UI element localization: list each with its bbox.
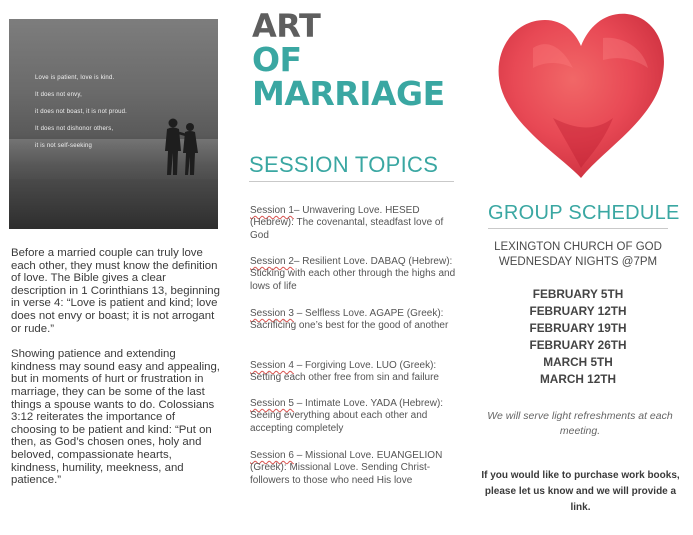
session-label: Session 1 (250, 205, 294, 216)
refreshments-note: We will serve light refreshments at each meeting. (487, 410, 673, 437)
session-description: – Selfless Love. AGAPE (Greek): Sacrificing one’s best for the good of another (250, 308, 449, 332)
schedule-date: FEBRUARY 19TH (529, 321, 627, 335)
schedule-date: FEBRUARY 12TH (529, 304, 627, 318)
schedule-time: WEDNESDAY NIGHTS @7PM (498, 256, 658, 268)
photo-quote-line: It does not dishonor others, (35, 126, 114, 132)
schedule-date: FEBRUARY 26TH (529, 338, 627, 352)
schedule-divider (488, 228, 668, 229)
beach-couple-photo (9, 19, 218, 229)
intro-paragraph: Showing patience and extending kindness may sound easy and appealing, but in moments of hurt or frustration in marriage, they can be some of the last things a spouse wants to do. Colossians 3:12 reiterates the importance of choosing to be patient and kind: “Put on then, as God’s chosen ones, holy and beloved, compassionate hearts, kindness, humility, meekness, and patience.” (11, 348, 220, 487)
session-description: – Forgiving Love. LUO (Greek): Setting each other free from sin and failure (250, 360, 439, 384)
photo-beach (9, 179, 218, 229)
title-art: ART (252, 7, 321, 45)
title-marriage: MARRIAGE (252, 74, 445, 113)
photo-quote-line: it does not boast, it is not proud. (35, 109, 128, 115)
schedule-dates (478, 286, 678, 388)
session-label: Session 4 (250, 360, 294, 371)
photo-quote-line: It does not envy, (35, 92, 82, 98)
session-item (250, 308, 456, 333)
intro-text (11, 247, 221, 500)
session-item (250, 450, 456, 487)
intro-paragraph: Before a married couple can truly love each other, they must know the definition of love. The Bible gives a clear description in 1 Corinthians 13, beginning in verse 4: “Love is patient and kind; love does not envy or boast; it is not arrogant or rude.” (11, 247, 220, 335)
session-item (250, 360, 456, 385)
photo-quote-line: Love is patient, love is kind. (35, 75, 115, 81)
photo-quote-line: it is not self-seeking (35, 143, 93, 149)
session-description: – Intimate Love. YADA (Hebrew): Seeing everything about each other and accepting completely (250, 398, 444, 434)
schedule-date: MARCH 12TH (539, 372, 617, 386)
session-description: – Unwavering Love. HESED (Hebrew): The covenantal, steadfast love of God (250, 205, 444, 241)
schedule-date: MARCH 5TH (543, 355, 613, 369)
title-of: OF (252, 40, 302, 79)
group-schedule-heading: GROUP SCHEDULE (488, 202, 680, 224)
schedule-location: LEXINGTON CHURCH OF GOD (494, 241, 662, 253)
session-description: – Missional Love. EUANGELION (Greek): Missional Love. Sending Christ-followers to those who need His love (250, 450, 443, 486)
page-title (252, 8, 445, 112)
session-label: Session 3 (250, 308, 294, 319)
topics-divider (249, 181, 454, 182)
session-label: Session 2 (250, 256, 294, 267)
workbooks-note: If you would like to purchase work books, please let us know and we will provide a link. (481, 470, 680, 513)
session-label: Session 5 (250, 398, 294, 409)
session-description: – Resilient Love. DABAQ (Hebrew): Sticking with each other through the highs and lows of life (250, 256, 456, 292)
session-item (250, 256, 456, 293)
session-item (250, 398, 456, 435)
watercolor-heart-icon (493, 8, 668, 186)
session-topics-heading: SESSION TOPICS (249, 152, 439, 177)
schedule-date: FEBRUARY 5TH (532, 287, 624, 301)
session-label: Session 6 (250, 450, 294, 461)
session-item (250, 205, 456, 242)
couple-silhouette (159, 117, 209, 177)
